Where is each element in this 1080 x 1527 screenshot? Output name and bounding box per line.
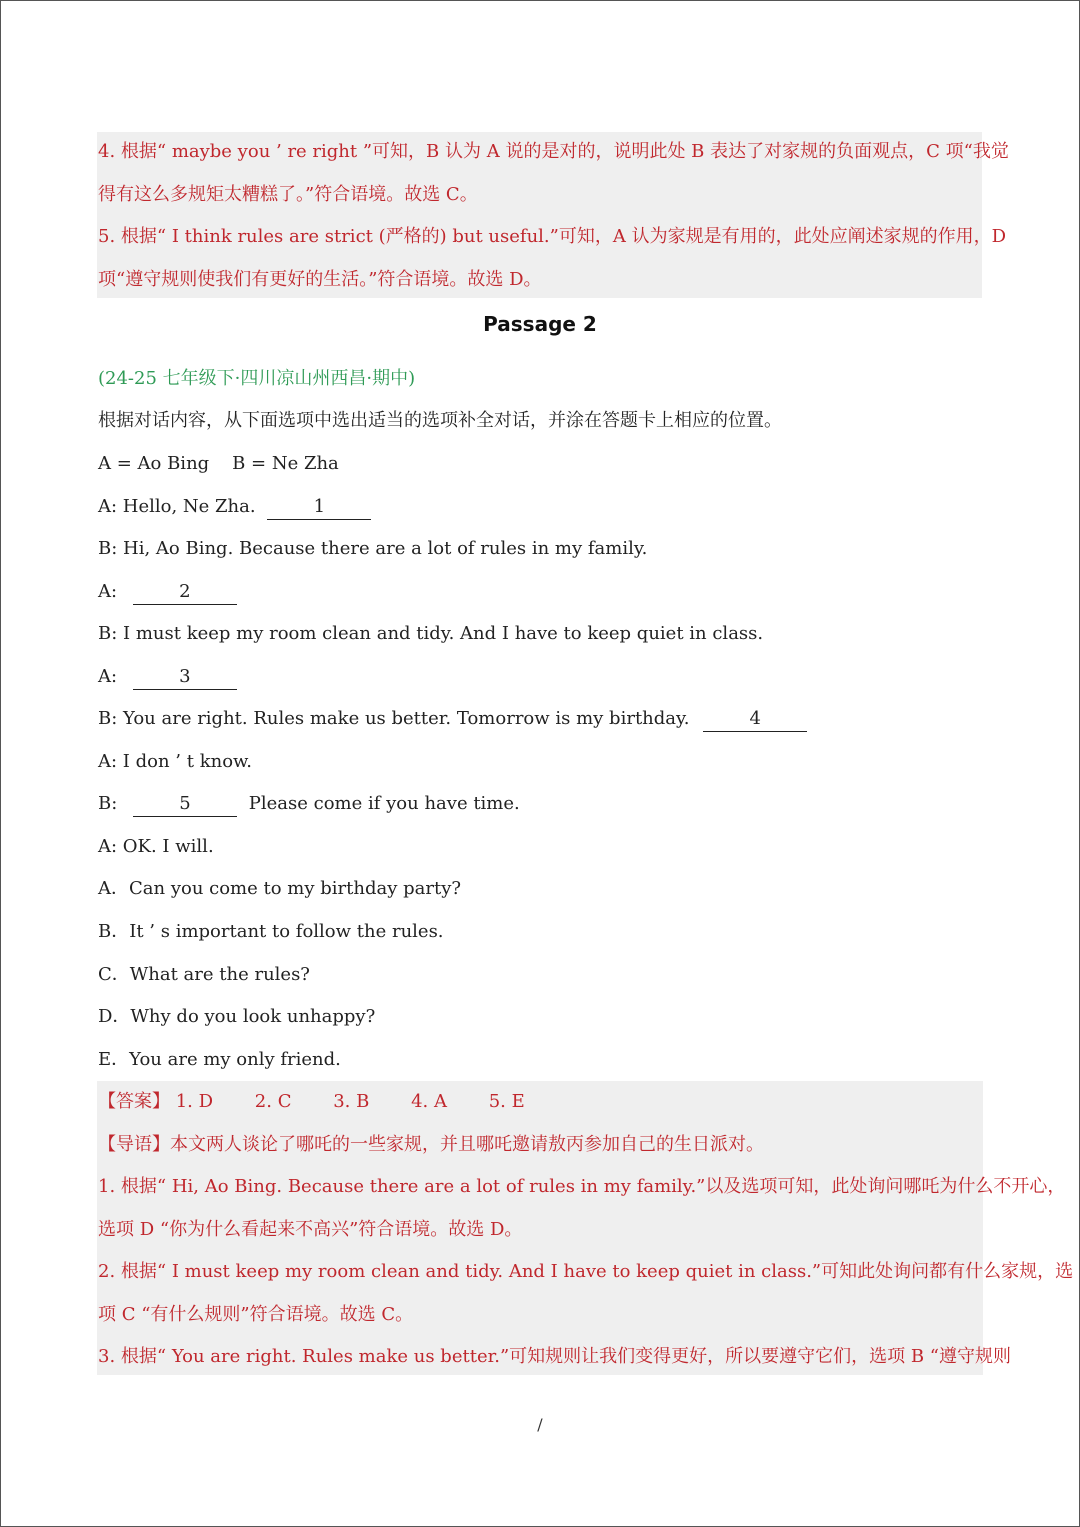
option-c: C．What are the rules?	[98, 964, 310, 985]
instruction-text: 根据对话内容，从下面选项中选出适当的选项补全对话，并涂在答题卡上相应的位置。	[98, 410, 782, 431]
dialogue-line	[98, 574, 243, 610]
dialogue-text: A:	[98, 581, 118, 602]
option-d: D．Why do you look unhappy?	[98, 1006, 376, 1027]
source-label: (24-25 七年级下·四川凉山州西昌·期中)	[98, 368, 416, 389]
dialogue-line: A: OK. I will.	[98, 836, 214, 857]
dialogue-line	[98, 786, 520, 822]
dialogue-text: A: Hello, Ne Zha.	[98, 496, 256, 517]
explanation-line: 1. 根据“ Hi, Ao Bing. Because there are a lot of rules in my family.”以及选项可知，此处询问哪吒为什么不开心，	[98, 1176, 1066, 1197]
blank-5: 5	[133, 792, 237, 817]
passage-title: Passage 2	[483, 312, 597, 336]
blank-3: 3	[133, 665, 237, 690]
dialogue-line: A: I don ’ t know.	[98, 751, 253, 772]
dialogue-line	[98, 659, 243, 695]
page-footer: /	[537, 1415, 543, 1434]
dialogue-text: B: You are right. Rules make us better. Tomorrow is my birthday.	[98, 708, 690, 729]
top-explanation-line: 5. 根据“ I think rules are strict (严格的) but useful.”可知，A 认为家规是有用的，此处应阐述家规的作用，D	[98, 226, 1007, 247]
explanation-line: 项 C “有什么规则”符合语境。故选 C。	[98, 1304, 414, 1325]
roles-line	[98, 446, 339, 482]
dialogue-line	[98, 489, 377, 525]
top-explanation-line: 得有这么多规矩太糟糕了。”符合语境。故选 C。	[98, 184, 478, 205]
explanation-line: 3. 根据“ You are right. Rules make us better.”可知规则让我们变得更好，所以要遵守它们，选项 B “遵守规则	[98, 1346, 1012, 1367]
option-b: B．It ’ s important to follow the rules.	[98, 921, 444, 942]
guide-text: 【导语】本文两人谈论了哪吒的一些家规，并且哪吒邀请敖丙参加自己的生日派对。	[98, 1134, 764, 1155]
dialogue-text: B:	[98, 793, 118, 814]
option-e: E．You are my only friend.	[98, 1049, 341, 1070]
blank-4: 4	[703, 707, 807, 732]
explanation-line: 2. 根据“ I must keep my room clean and tidy. And I have to keep quiet in class.”可知此处询问都有什么家规，选	[98, 1261, 1074, 1282]
dialogue-line: B: I must keep my room clean and tidy. And I have to keep quiet in class.	[98, 623, 764, 644]
answer-item: 1. D	[175, 1091, 214, 1112]
blank-2: 2	[133, 580, 237, 605]
dialogue-text: Please come if you have time.	[248, 793, 520, 814]
top-explanation-line: 4. 根据“ maybe you ’ re right ”可知，B 认为 A 说的是对的，说明此处 B 表达了对家规的负面观点，C 项“我觉	[98, 141, 1009, 162]
answer-label: 【答案】	[98, 1091, 170, 1112]
dialogue-line	[98, 701, 813, 737]
option-a: A．Can you come to my birthday party?	[98, 878, 462, 899]
blank-1: 1	[267, 495, 371, 520]
answer-item: 3. B	[333, 1091, 370, 1112]
answer-item: 2. C	[254, 1091, 292, 1112]
answer-item: 4. A	[411, 1091, 447, 1112]
explanation-line: 选项 D “你为什么看起来不高兴”符合语境。故选 D。	[98, 1219, 523, 1240]
dialogue-text: A:	[98, 666, 118, 687]
answer-line	[98, 1084, 561, 1120]
answer-item: 5. E	[488, 1091, 525, 1112]
dialogue-line: B: Hi, Ao Bing. Because there are a lot of rules in my family.	[98, 538, 648, 559]
top-explanation-line: 项“遵守规则使我们有更好的生活。”符合语境。故选 D。	[98, 269, 542, 290]
roles-text: A = Ao Bing B = Ne Zha	[98, 453, 339, 474]
